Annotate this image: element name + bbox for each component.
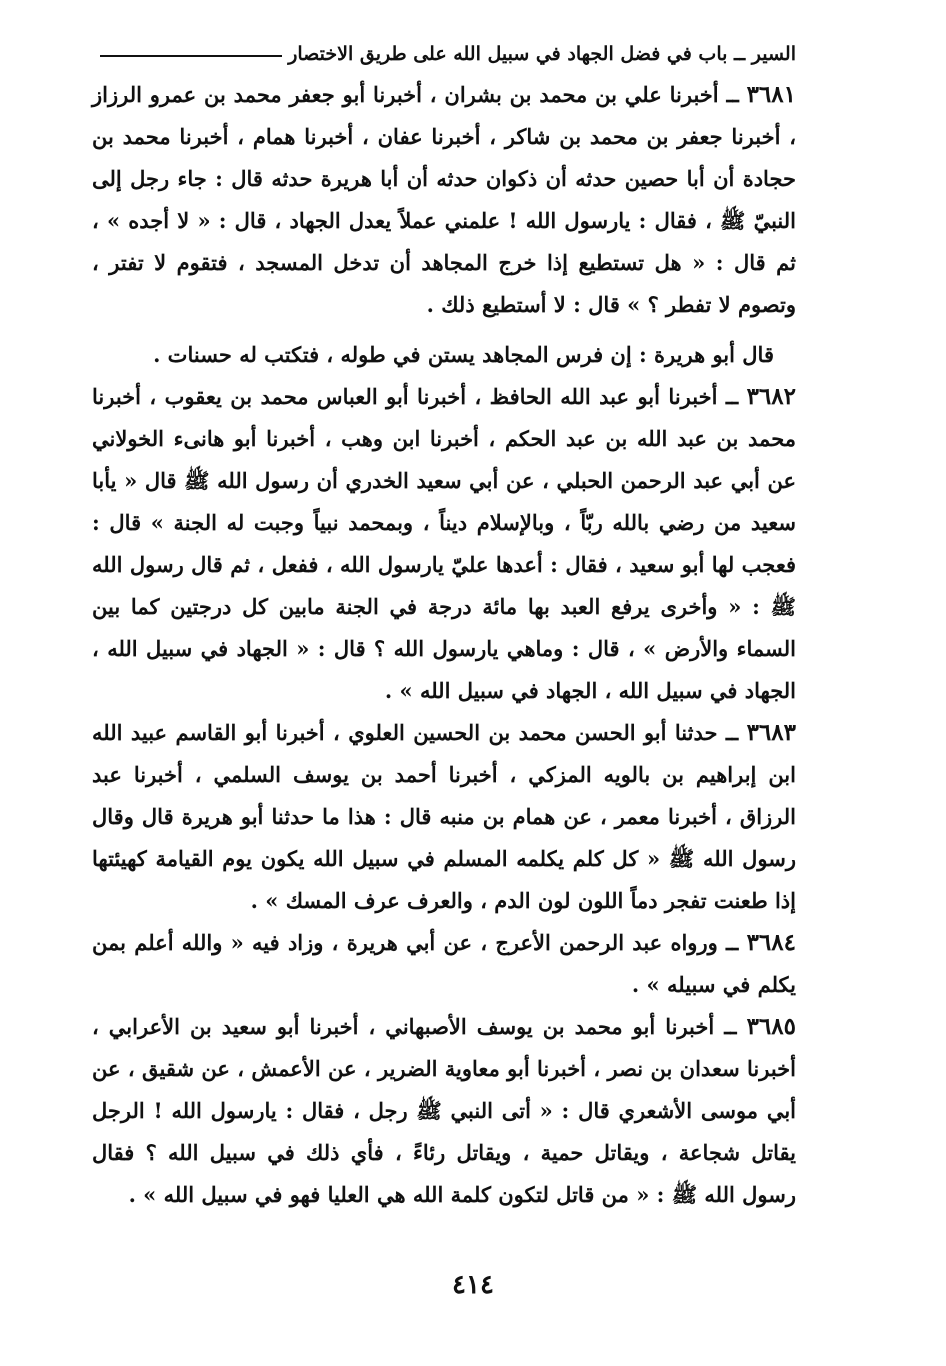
hadith-number: ٣٦٨٥ <box>746 1013 796 1040</box>
hadith-paragraph <box>92 712 796 922</box>
hadith-text: ــ أخبرنا علي بن محمد بن بشران ، أخبرنا أبو جعفر محمد بن عمرو الرزاز ، أخبرنا جعفر بن محمد بن شاكر ، أخبرنا عفان ، أخبرنا همام ، أخبرنا محمد بن حجادة أن أبا حصين حدثه أن ذكوان حدثه أن أبا هريرة حدثه قال : جاء رجل إلى النبيّ ﷺ ، فقال : يارسول الله ! علمني عملاً يعدل الجهاد ، قال : « لا أجده » ، ثم قال : « هل تستطيع إذا خرج المجاهد أن تدخل المسجد ، فتقوم لا تفتر ، وتصوم لا تفطر ؟ » قال : لا أستطيع ذلك . <box>92 82 796 317</box>
hadith-text: ــ أخبرنا أبو عبد الله الحافظ ، أخبرنا أبو العباس محمد بن يعقوب ، أخبرنا محمد بن عبد الله بن عبد الحكم ، أخبرنا ابن وهب ، أخبرنا أبو هانىء الخولاني عن أبي عبد الرحمن الحبلي ، عن أبي سعيد الخدري أن رسول الله ﷺ قال « يأبا سعيد من رضي بالله ربّاً ، وبالإسلام ديناً ، وبمحمد نبياً وجبت له الجنة » قال : فعجب لها أبو سعيد ، فقال : أعدها عليّ يارسول الله ، ففعل ، ثم قال رسول الله ﷺ : « وأخرى يرفع العبد بها مائة درجة في الجنة مابين كل درجتين كما بين السماء والأرض » ، قال : وماهي يارسول الله ؟ قال : « الجهاد في سبيل الله ، الجهاد في سبيل الله ، الجهاد في سبيل الله » . <box>92 384 796 703</box>
header-rule <box>100 55 282 57</box>
hadith-text: ــ ورواه عبد الرحمن الأعرج ، عن أبي هريرة ، وزاد فيه « والله أعلم بمن يكلم في سبيله » . <box>92 930 796 997</box>
page-body <box>92 74 796 1216</box>
hadith-paragraph <box>92 922 796 1006</box>
hadith-text: ــ حدثنا أبو الحسن محمد بن الحسين العلوي ، أخبرنا أبو القاسم عبيد الله ابن إبراهيم بن بالويه المزكي ، أخبرنا أحمد بن يوسف السلمي ، أخبرنا عبد الرزاق ، أخبرنا معمر ، عن همام بن منبه قال : هذا ما حدثنا أبو هريرة قال وقال رسول الله ﷺ « كل كلم يكلمه المسلم في سبيل الله يكون يوم القيامة كهيئتها إذا طعنت تفجر دماً اللون لون الدم ، والعرف عرف المسك » . <box>92 720 796 913</box>
hadith-paragraph <box>92 1006 796 1216</box>
hadith-number: ٣٦٨١ <box>746 81 796 108</box>
hadith-number: ٣٦٨٣ <box>746 719 796 746</box>
hadith-text: ــ أخبرنا أبو محمد بن يوسف الأصبهاني ، أخبرنا أبو سعيد بن الأعرابي ، أخبرنا سعدان بن نصر ، أخبرنا أبو معاوية الضرير ، عن الأعمش ، عن شقيق ، عن أبي موسى الأشعري قال : « أتى النبي ﷺ رجل ، فقال : يارسول الله ! الرجل يقاتل شجاعة ، ويقاتل حمية ، ويقاتل رئاءً ، فأي ذلك في سبيل الله ؟ فقال رسول الله ﷺ : « من قاتل لتكون كلمة الله هي العليا فهو في سبيل الله » . <box>92 1014 796 1207</box>
page-number: ٤١٤ <box>452 1270 494 1300</box>
hadith-number: ٣٦٨٢ <box>746 383 796 410</box>
header-title: السير ــ باب في فضل الجهاد في سبيل الله على طريق الاختصار <box>288 43 796 65</box>
commentary-text: قال أبو هريرة : إن فرس المجاهد يستن في طوله ، فتكتب له حسنات . <box>153 342 774 367</box>
hadith-number: ٣٦٨٤ <box>746 929 796 956</box>
hadith-paragraph <box>92 376 796 712</box>
hadith-paragraph <box>92 74 796 326</box>
running-header <box>100 40 796 68</box>
commentary-paragraph <box>92 334 796 376</box>
